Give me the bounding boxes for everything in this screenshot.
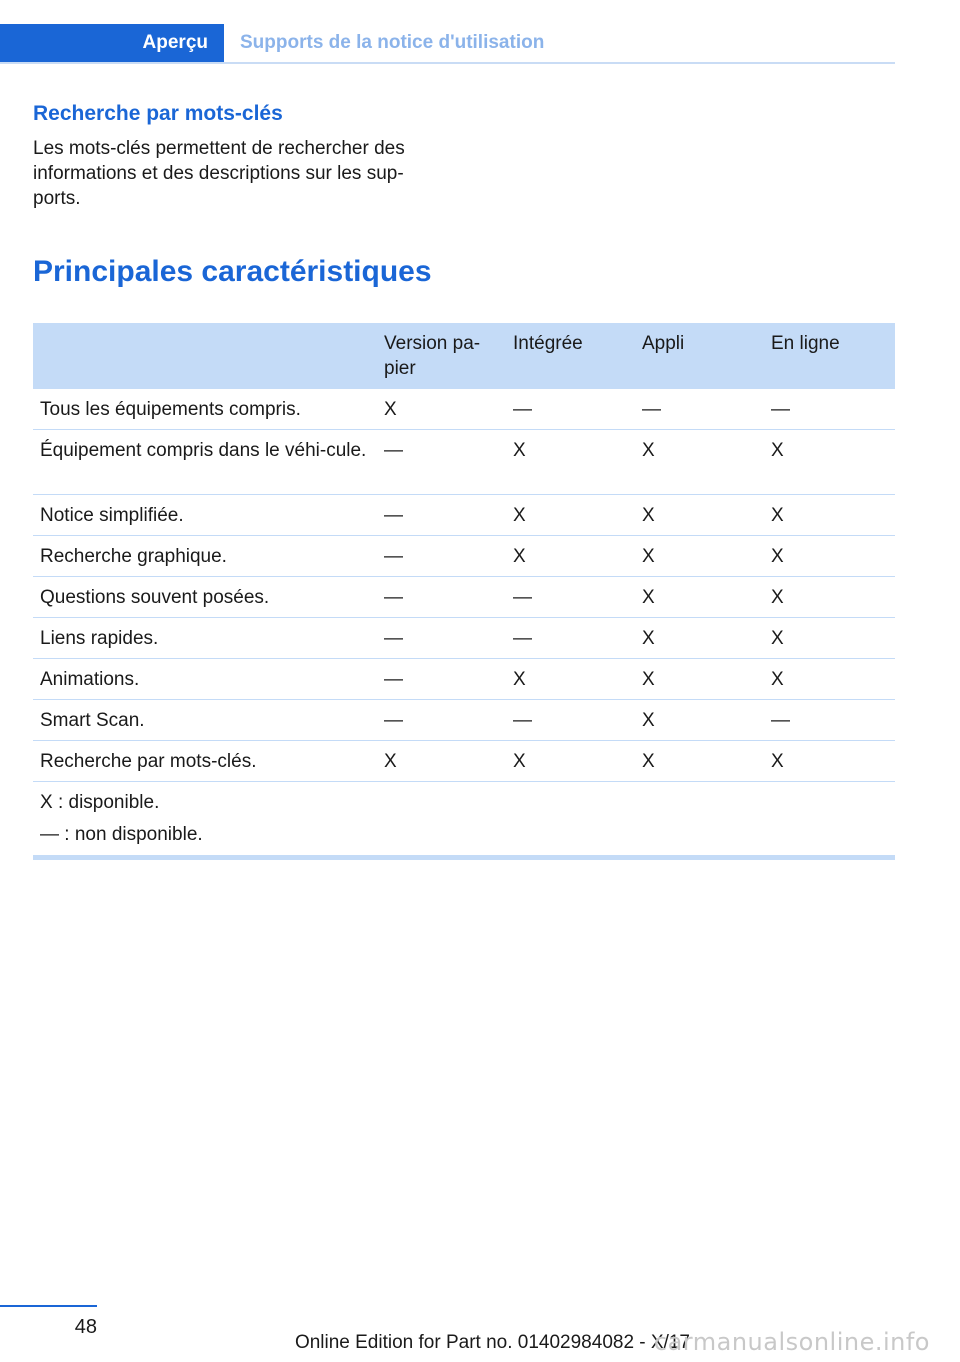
footer-edition: Online Edition for Part no. 01402984082 - X/17 [294,1332,690,1353]
table-row [33,659,895,700]
value-cell: X [764,577,895,618]
table-row [33,618,895,659]
header-cell-integrated: Intégrée [513,333,583,354]
value-cell: X [506,495,635,536]
value-cell: — [377,495,506,536]
value-cell: X [635,659,764,700]
value-cell: — [377,536,506,577]
legend-unavailable: — : non disponible. [40,824,203,845]
table-row [33,741,895,782]
value-cell: X [635,700,764,741]
tab-supports-label: Supports de la notice d'utilisation [240,32,545,53]
keyword-search-text: Les mots-clés permettent de rechercher des informations et des descriptions sur les sup-ports. [33,138,405,209]
table-row [33,389,895,430]
table-row [33,430,895,495]
value-cell: X [377,741,506,782]
watermark: carmanualsonline.info [653,1328,930,1356]
value-cell: X [635,495,764,536]
table-row [33,536,895,577]
value-cell: — [635,389,764,430]
feature-cell: Notice simplifiée. [33,495,377,536]
value-cell: — [377,700,506,741]
value-cell: — [377,618,506,659]
value-cell: — [506,618,635,659]
value-cell: X [635,536,764,577]
feature-cell: Recherche par mots-clés. [33,741,377,782]
feature-cell: Questions souvent posées. [33,577,377,618]
table-row [33,577,895,618]
value-cell: X [635,741,764,782]
value-cell: X [764,430,895,495]
feature-cell: Recherche graphique. [33,536,377,577]
tab-apercu[interactable] [0,24,224,62]
tab-supports[interactable] [240,24,544,62]
table-header-row [33,323,895,389]
value-cell: X [506,430,635,495]
page-number: 48 [74,1316,97,1338]
value-cell: X [764,495,895,536]
value-cell: — [377,577,506,618]
tab-apercu-label: Aperçu [142,32,208,53]
feature-cell: Équipement compris dans le véhi-cule. [33,430,377,495]
header-cell-paper: Version pa-pier [384,333,481,379]
header-cell-app: Appli [642,333,685,354]
value-cell: X [506,741,635,782]
table-legend-row [33,782,895,858]
feature-cell: Tous les équipements compris. [33,389,377,430]
header-cell-online: En ligne [771,333,840,354]
feature-cell: Smart Scan. [33,700,377,741]
value-cell: X [764,741,895,782]
feature-cell: Animations. [33,659,377,700]
page-number-rule [0,1305,97,1307]
table-row [33,700,895,741]
value-cell: X [764,659,895,700]
value-cell: — [506,577,635,618]
legend-cell [33,782,895,858]
header-cell [33,323,377,389]
value-cell: X [635,577,764,618]
value-cell: — [764,389,895,430]
section-title: Principales caractéristiques [33,255,432,288]
keyword-search-heading: Recherche par mots-clés [33,102,283,125]
value-cell: X [377,389,506,430]
header-bar [0,24,895,64]
value-cell: — [377,659,506,700]
feature-cell: Liens rapides. [33,618,377,659]
value-cell: — [764,700,895,741]
value-cell: X [764,536,895,577]
value-cell: — [377,430,506,495]
value-cell: X [635,430,764,495]
value-cell: X [506,659,635,700]
value-cell: — [506,389,635,430]
legend-available: X : disponible. [40,792,160,813]
value-cell: X [764,618,895,659]
value-cell: X [635,618,764,659]
value-cell: — [506,700,635,741]
table-row [33,495,895,536]
features-table [33,323,895,860]
value-cell: X [506,536,635,577]
